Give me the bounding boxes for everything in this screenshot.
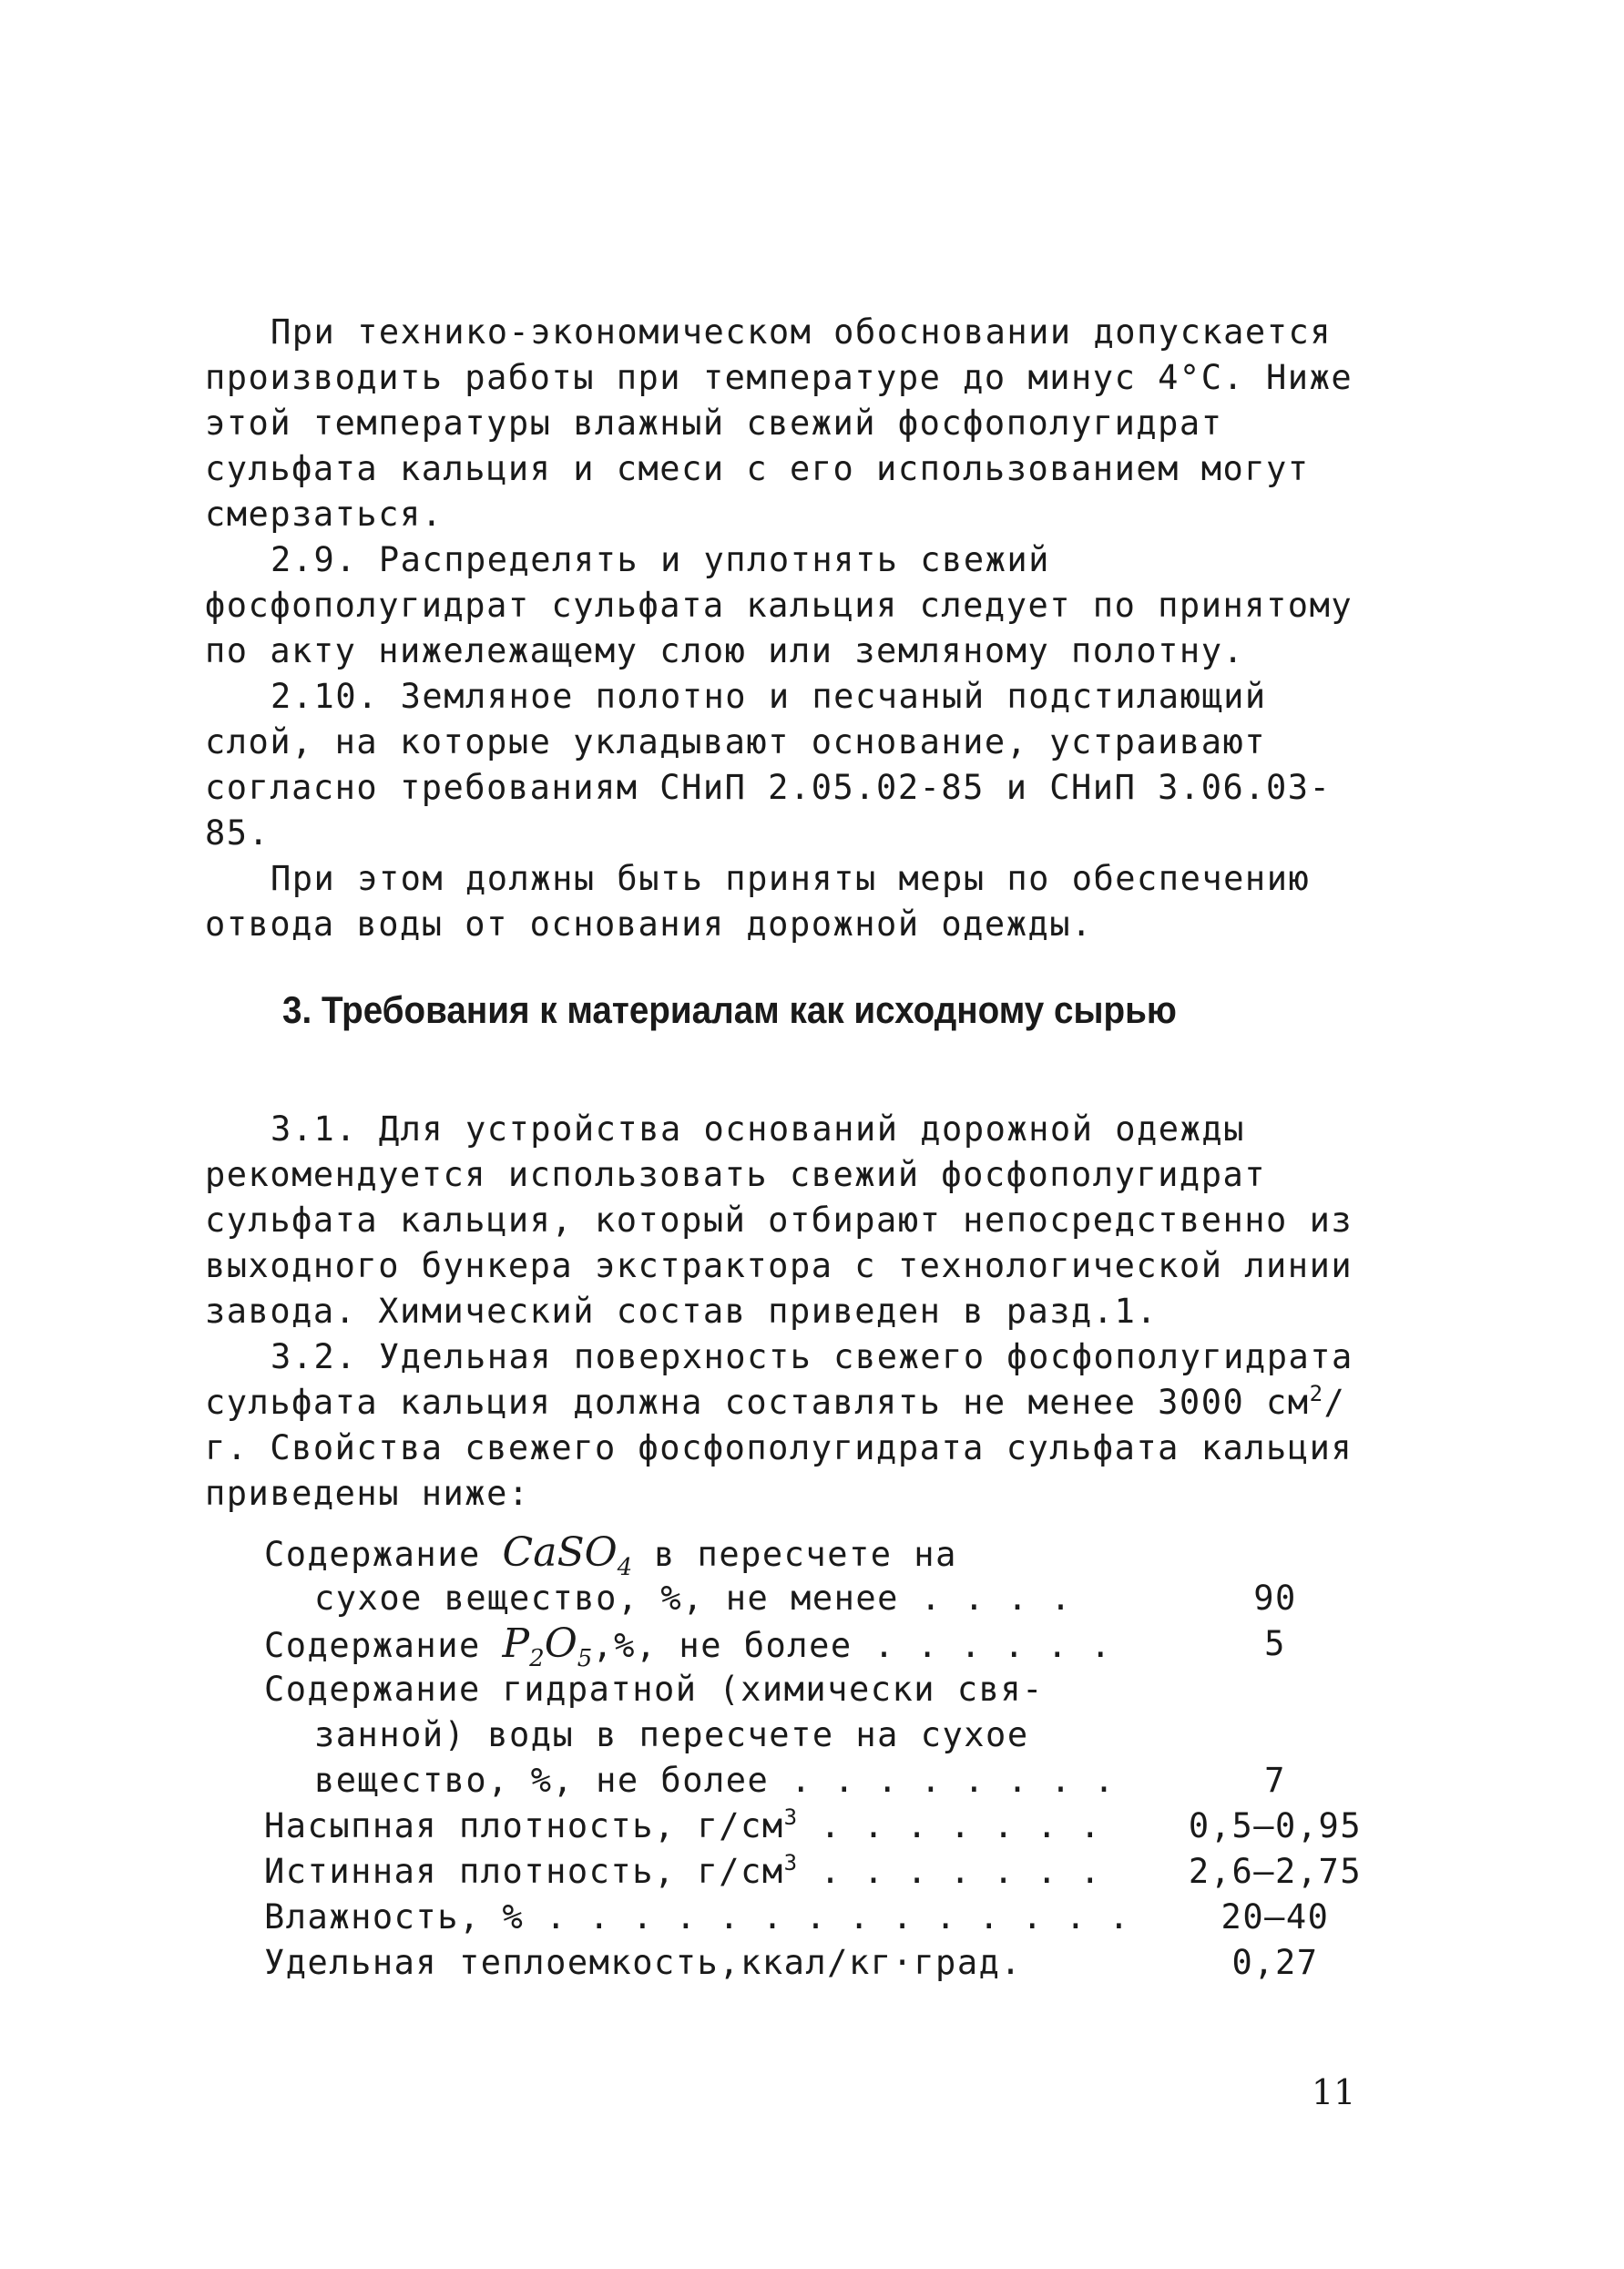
property-label: сухое вещество, %, не менее . . . . xyxy=(314,1579,1073,1618)
property-value: 2,6–2,75 xyxy=(1188,1852,1363,1891)
property-label: Содержание xyxy=(264,1535,503,1574)
page-number: 11 xyxy=(1312,2072,1356,2112)
property-row-moisture xyxy=(264,1895,1375,1940)
formula-p2o5: $P_2O_5$ xyxy=(502,1620,593,1672)
property-row-caso4-cont xyxy=(264,1576,1375,1621)
property-label: Истинная плотность, г/см xyxy=(264,1852,784,1891)
paragraph-3-2 xyxy=(205,1334,1380,1517)
paragraph-temperature: При технико-экономическом обосновании допускается производить работы при температуре до минус 4°С. Ниже этой температуры влажный свежий фосфополугидрат сульфата кальция и смеси с его использованием могут смерзаться. xyxy=(205,312,1353,534)
property-value: 20–40 xyxy=(1221,1897,1330,1937)
property-label: Удельная теплоемкость,ккал/кг·град. xyxy=(264,1943,1023,1982)
property-row-bulk-density: Насыпная плотность, $г/см^3$ . . . . . . . 0,5–0,95 xyxy=(264,1804,1375,1849)
paragraph-2-10: 2.10. Земляное полотно и песчаный подстилающий слой, на которые укладывают основание, устраивают согласно требованиям СНиП 2.05.02-85 и СНиП 3.06.03-85. xyxy=(205,677,1332,853)
property-label: Содержание xyxy=(264,1626,503,1665)
property-row-heat-capacity xyxy=(264,1940,1375,1986)
property-row-hydrate xyxy=(264,1667,1375,1712)
property-label: Содержание гидратной (химически свя- xyxy=(264,1670,1044,1709)
property-label: занной) воды в пересчете на сухое xyxy=(314,1715,1029,1754)
property-label-cont: ,%, не более . . . . . . xyxy=(592,1626,1112,1665)
property-value: 0,5–0,95 xyxy=(1188,1806,1363,1845)
paragraph-2-9: 2.9. Распределять и уплотнять свежий фосфополугидрат сульфата кальция следует по принятому по акту нижележащему слою или земляному полотну. xyxy=(205,540,1353,670)
property-label-cont: в пересчете на xyxy=(632,1535,957,1574)
property-value: 5 xyxy=(1264,1624,1286,1663)
property-value: 0,27 xyxy=(1231,1943,1319,1982)
formula-caso4: CaSO$_4$ xyxy=(502,1529,633,1581)
paragraph-3-2-superscript: 2 xyxy=(1309,1381,1324,1406)
property-row-true-density: Истинная плотность, $г/см^3$ . . . . . . . 2,6–2,75 xyxy=(264,1849,1375,1895)
properties-list xyxy=(264,1530,1375,1986)
property-value: 7 xyxy=(1264,1761,1286,1800)
property-row-hydrate-cont2 xyxy=(264,1758,1375,1804)
paragraph-3-1: 3.1. Для устройства оснований дорожной одежды рекомендуется использовать свежий фосфополугидрат сульфата кальция, который отбирают непосредственно из выходного бункера экстрактора с технологической линии завода. Химический состав приведен в разд.1. xyxy=(205,1109,1353,1331)
paragraph-drainage: При этом должны быть приняты меры по обеспечению отвода воды от основания дорожной одежды. xyxy=(205,859,1311,944)
property-row-p2o5 xyxy=(264,1620,1375,1672)
section-3-body xyxy=(205,1107,1380,1517)
paragraph-3-2-text-a: 3.2. Удельная поверхность свежего фосфополугидрата сульфата кальция должна составлять не менее 3000 см xyxy=(205,1337,1353,1422)
section-2-continuation xyxy=(205,310,1380,947)
section-3-heading: 3. Требования к материалам как исходному сырью xyxy=(282,988,1177,1031)
property-label: Насыпная плотность, г/см xyxy=(264,1806,784,1845)
property-label: вещество, %, не более . . . . . . . . xyxy=(314,1761,1116,1800)
property-value: 90 xyxy=(1253,1579,1297,1618)
property-row-caso4 xyxy=(264,1529,1375,1581)
property-label: Влажность, % . . . . . . . . . . . . . . xyxy=(264,1897,1131,1937)
property-row-hydrate-cont xyxy=(264,1712,1375,1758)
paragraph-3-2-text-b: /г. Свойства свежего фосфополугидрата сульфата кальция приведены ниже: xyxy=(205,1383,1353,1513)
